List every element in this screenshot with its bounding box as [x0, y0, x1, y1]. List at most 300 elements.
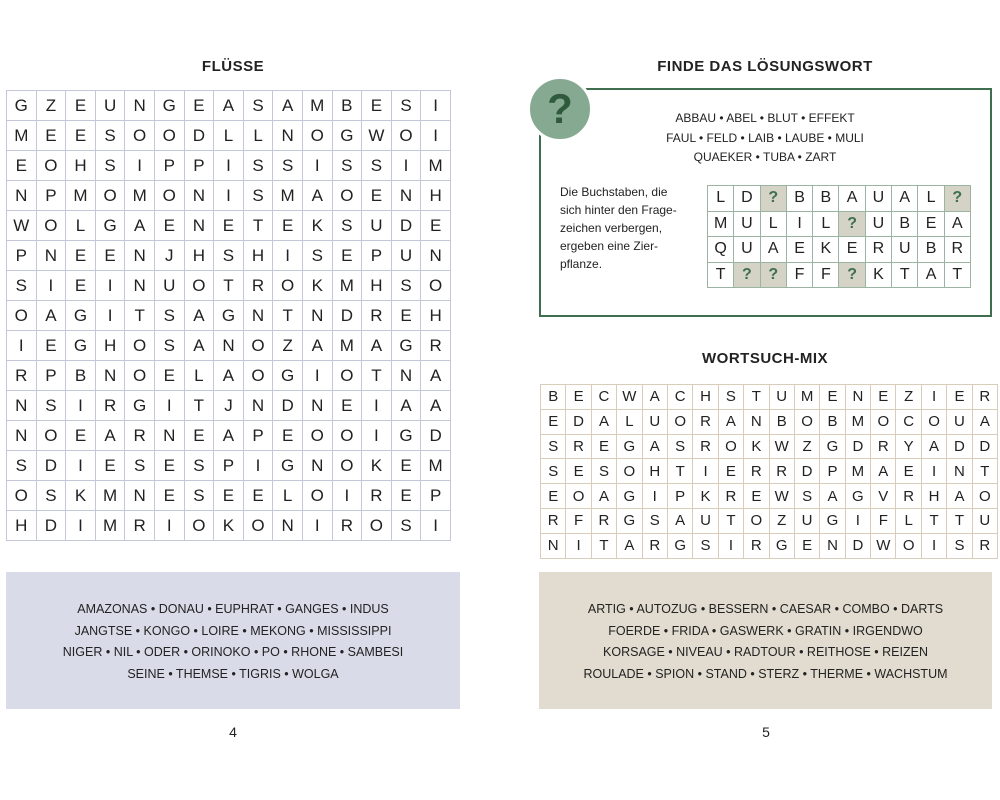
hidden-letter-cell: ? [839, 262, 865, 288]
grid-cell: I [154, 511, 184, 541]
grid-cell: R [693, 434, 718, 459]
grid-cell: R [865, 237, 891, 263]
grid-row [7, 271, 451, 301]
grid-cell: N [391, 181, 421, 211]
word-list-line: AMAZONAS • DONAU • EUPHRAT • GANGES • INDUS [77, 602, 389, 616]
grid-cell: R [566, 434, 591, 459]
grid-cell: F [786, 262, 812, 288]
right-page [500, 0, 1000, 800]
word-list-line: FOERDE • FRIDA • GASWERK • GRATIN • IRGENDWO [608, 623, 923, 638]
grid-cell: O [36, 211, 66, 241]
grid-cell: L [617, 409, 642, 434]
instruction-line: Die Buchstaben, die [560, 185, 668, 199]
grid-cell: O [794, 409, 819, 434]
grid-cell: E [839, 237, 865, 263]
grid-cell: E [7, 151, 37, 181]
grid-cell: Z [273, 331, 303, 361]
grid-cell: U [362, 211, 392, 241]
grid-cell: U [947, 409, 972, 434]
grid-cell: T [972, 459, 997, 484]
grid-row [7, 361, 451, 391]
grid-row [541, 459, 998, 484]
word-list-line: KORSAGE • NIVEAU • RADTOUR • REITHOSE • REIZEN [603, 645, 928, 659]
grid-cell: N [7, 181, 37, 211]
grid-cell: O [718, 434, 743, 459]
grid-cell: S [214, 241, 244, 271]
grid-cell: N [125, 271, 155, 301]
grid-cell: H [95, 331, 125, 361]
grid-cell: B [820, 409, 845, 434]
grid-row [708, 186, 971, 212]
grid-row [541, 508, 998, 533]
grid-cell: I [302, 361, 332, 391]
grid-cell: R [744, 533, 769, 558]
grid-cell: A [214, 91, 244, 121]
grid-cell: B [66, 361, 96, 391]
grid-cell: E [794, 533, 819, 558]
grid-cell: A [921, 434, 946, 459]
word-list-line: SEINE • THEMSE • TIGRIS • WOLGA [127, 666, 339, 681]
grid-cell: H [66, 151, 96, 181]
grid-cell: K [302, 271, 332, 301]
grid-cell: S [362, 151, 392, 181]
grid-row [7, 301, 451, 331]
grid-cell: H [184, 241, 214, 271]
grid-row [7, 331, 451, 361]
grid-cell: I [7, 331, 37, 361]
grid-cell: I [36, 271, 66, 301]
grid-cell: O [302, 121, 332, 151]
grid-cell: P [154, 151, 184, 181]
grid-cell: V [871, 484, 896, 509]
grid-cell: M [845, 459, 870, 484]
grid-cell: W [769, 434, 794, 459]
grid-cell: S [642, 508, 667, 533]
grid-cell: G [845, 484, 870, 509]
hidden-letter-cell: ? [944, 186, 970, 212]
grid-cell: S [332, 211, 362, 241]
grid-cell: A [892, 186, 918, 212]
grid-cell: G [214, 301, 244, 331]
grid-cell: G [820, 434, 845, 459]
grid-cell: G [66, 331, 96, 361]
grid-cell: P [820, 459, 845, 484]
grid-cell: A [302, 181, 332, 211]
grid-cell: G [7, 91, 37, 121]
grid-cell: O [391, 121, 421, 151]
grid-cell: S [243, 91, 273, 121]
grid-row [708, 211, 971, 237]
grid-cell: A [591, 409, 616, 434]
grid-cell: O [273, 271, 303, 301]
grid-cell: K [693, 484, 718, 509]
instruction-line: ergeben eine Zier- [560, 239, 659, 253]
grid-cell: E [273, 421, 303, 451]
solution-letter-grid [707, 185, 971, 288]
grid-cell: U [972, 508, 997, 533]
grid-cell: E [66, 241, 96, 271]
grid-cell: G [66, 301, 96, 331]
hidden-letter-cell: ? [760, 262, 786, 288]
grid-cell: G [273, 361, 303, 391]
grid-cell: E [332, 391, 362, 421]
grid-cell: T [125, 301, 155, 331]
grid-cell: I [421, 121, 451, 151]
grid-cell: S [154, 301, 184, 331]
grid-cell: A [184, 301, 214, 331]
grid-cell: H [421, 301, 451, 331]
grid-cell: R [362, 301, 392, 331]
grid-cell: E [214, 211, 244, 241]
grid-cell: E [95, 451, 125, 481]
grid-row [541, 385, 998, 410]
grid-cell: P [7, 241, 37, 271]
grid-cell: I [66, 391, 96, 421]
grid-cell: S [391, 91, 421, 121]
grid-cell: U [642, 409, 667, 434]
grid-cell: M [794, 385, 819, 410]
grid-cell: T [243, 211, 273, 241]
grid-cell: E [918, 211, 944, 237]
grid-cell: D [734, 186, 760, 212]
grid-row [7, 121, 451, 151]
solution-word-line: QUAEKER • TUBA • ZART [693, 150, 837, 164]
grid-cell: O [36, 421, 66, 451]
grid-cell: N [845, 385, 870, 410]
grid-cell: I [921, 533, 946, 558]
grid-cell: T [667, 459, 692, 484]
grid-cell: N [302, 391, 332, 421]
grid-cell: T [744, 385, 769, 410]
grid-cell: C [667, 385, 692, 410]
grid-cell: I [302, 151, 332, 181]
grid-cell: S [243, 181, 273, 211]
grid-cell: E [184, 91, 214, 121]
grid-cell: W [7, 211, 37, 241]
grid-cell: Y [896, 434, 921, 459]
grid-cell: U [391, 241, 421, 271]
grid-cell: N [7, 391, 37, 421]
grid-cell: M [66, 181, 96, 211]
grid-cell: E [362, 181, 392, 211]
grid-cell: C [591, 385, 616, 410]
grid-cell: N [125, 481, 155, 511]
grid-cell: R [591, 508, 616, 533]
grid-cell: P [421, 481, 451, 511]
grid-cell: E [154, 481, 184, 511]
grid-cell: A [972, 409, 997, 434]
instruction-line: pflanze. [560, 257, 603, 271]
grid-cell: H [921, 484, 946, 509]
solution-word-list [650, 109, 880, 168]
grid-cell: E [362, 91, 392, 121]
grid-cell: O [302, 481, 332, 511]
grid-cell: N [36, 241, 66, 271]
word-list-line: ARTIG • AUTOZUG • BESSERN • CAESAR • COMBO • DARTS [587, 602, 944, 616]
instruction-line: zeichen verbergen, [560, 221, 663, 235]
grid-cell: S [184, 481, 214, 511]
grid-cell: Q [708, 237, 734, 263]
solution-word-line: ABBAU • ABEL • BLUT • EFFEKT [675, 111, 855, 125]
grid-cell: D [332, 301, 362, 331]
grid-cell: U [95, 91, 125, 121]
grid-cell: D [947, 434, 972, 459]
grid-cell: T [362, 361, 392, 391]
grid-cell: N [154, 421, 184, 451]
grid-cell: L [214, 121, 244, 151]
grid-cell: S [693, 533, 718, 558]
grid-cell: E [566, 459, 591, 484]
grid-cell: A [273, 91, 303, 121]
grid-cell: O [36, 151, 66, 181]
grid-row [7, 451, 451, 481]
grid-cell: I [66, 451, 96, 481]
grid-cell: O [921, 409, 946, 434]
grid-cell: N [214, 331, 244, 361]
grid-cell: O [362, 511, 392, 541]
grid-cell: W [617, 385, 642, 410]
grid-cell: E [154, 361, 184, 391]
grid-cell: E [36, 121, 66, 151]
grid-cell: H [421, 181, 451, 211]
grid-cell: G [667, 533, 692, 558]
grid-cell: N [421, 241, 451, 271]
word-search-grid [6, 90, 451, 541]
grid-cell: R [744, 459, 769, 484]
grid-cell: E [566, 385, 591, 410]
grid-cell: S [391, 271, 421, 301]
grid-cell: L [813, 211, 839, 237]
grid-cell: I [95, 271, 125, 301]
grid-cell: O [896, 533, 921, 558]
grid-cell: E [36, 331, 66, 361]
grid-cell: I [921, 459, 946, 484]
grid-cell: G [820, 508, 845, 533]
grid-cell: I [921, 385, 946, 410]
grid-cell: D [184, 121, 214, 151]
grid-cell: R [541, 508, 566, 533]
grid-cell: N [302, 301, 332, 331]
grid-cell: S [7, 451, 37, 481]
grid-cell: R [972, 385, 997, 410]
grid-cell: M [273, 181, 303, 211]
grid-cell: L [760, 211, 786, 237]
grid-cell: N [302, 451, 332, 481]
grid-cell: G [617, 434, 642, 459]
grid-cell: A [125, 211, 155, 241]
grid-row [7, 241, 451, 271]
grid-cell: S [125, 451, 155, 481]
grid-cell: W [362, 121, 392, 151]
grid-cell: O [243, 361, 273, 391]
grid-cell: O [332, 421, 362, 451]
grid-cell: N [820, 533, 845, 558]
grid-cell: R [769, 459, 794, 484]
grid-cell: D [566, 409, 591, 434]
instruction-line: sich hinter den Frage- [560, 203, 677, 217]
grid-cell: O [302, 421, 332, 451]
grid-cell: E [66, 91, 96, 121]
grid-cell: O [125, 121, 155, 151]
grid-cell: G [273, 451, 303, 481]
grid-cell: S [332, 151, 362, 181]
grid-row [7, 511, 451, 541]
grid-cell: G [617, 484, 642, 509]
grid-cell: E [947, 385, 972, 410]
grid-cell: W [769, 484, 794, 509]
grid-cell: T [591, 533, 616, 558]
mix-word-list-box [539, 572, 992, 709]
grid-cell: I [125, 151, 155, 181]
grid-cell: O [125, 361, 155, 391]
grid-cell: M [708, 211, 734, 237]
grid-cell: E [744, 484, 769, 509]
grid-cell: T [947, 508, 972, 533]
grid-cell: A [184, 331, 214, 361]
grid-cell: D [36, 451, 66, 481]
grid-cell: O [667, 409, 692, 434]
grid-cell: I [566, 533, 591, 558]
grid-cell: G [332, 121, 362, 151]
grid-cell: Z [896, 385, 921, 410]
grid-cell: S [667, 434, 692, 459]
grid-cell: I [642, 484, 667, 509]
grid-cell: A [667, 508, 692, 533]
grid-cell: U [892, 237, 918, 263]
grid-cell: S [184, 451, 214, 481]
grid-cell: K [813, 237, 839, 263]
grid-cell: E [184, 421, 214, 451]
grid-cell: E [214, 481, 244, 511]
grid-cell: I [95, 301, 125, 331]
grid-cell: E [95, 241, 125, 271]
grid-cell: M [332, 331, 362, 361]
grid-cell: M [421, 151, 451, 181]
grid-cell: B [541, 385, 566, 410]
grid-cell: W [871, 533, 896, 558]
grid-cell: I [66, 511, 96, 541]
grid-cell: A [871, 459, 896, 484]
grid-cell: O [7, 301, 37, 331]
grid-cell: A [642, 434, 667, 459]
grid-cell: E [541, 409, 566, 434]
grid-cell: E [391, 301, 421, 331]
grid-cell: H [243, 241, 273, 271]
page-number: 4 [229, 724, 237, 740]
grid-cell: E [154, 451, 184, 481]
grid-cell: O [332, 361, 362, 391]
page-title: FLÜSSE [201, 58, 265, 75]
grid-cell: F [813, 262, 839, 288]
grid-cell: U [769, 385, 794, 410]
grid-cell: N [184, 211, 214, 241]
grid-cell: S [243, 151, 273, 181]
grid-cell: S [947, 533, 972, 558]
grid-cell: I [362, 421, 392, 451]
grid-cell: A [918, 262, 944, 288]
grid-cell: S [718, 385, 743, 410]
grid-cell: A [718, 409, 743, 434]
grid-cell: A [214, 361, 244, 391]
grid-cell: R [944, 237, 970, 263]
grid-cell: R [693, 409, 718, 434]
grid-cell: A [839, 186, 865, 212]
grid-cell: O [871, 409, 896, 434]
grid-cell: K [302, 211, 332, 241]
grid-cell: O [184, 271, 214, 301]
grid-cell: U [734, 211, 760, 237]
grid-cell: I [421, 91, 451, 121]
grid-cell: N [744, 409, 769, 434]
page-number: 5 [762, 724, 770, 740]
grid-cell: R [421, 331, 451, 361]
grid-cell: M [845, 409, 870, 434]
grid-cell: L [66, 211, 96, 241]
grid-cell: S [541, 459, 566, 484]
grid-cell: R [871, 434, 896, 459]
grid-cell: N [947, 459, 972, 484]
grid-cell: M [421, 451, 451, 481]
grid-cell: E [786, 237, 812, 263]
grid-cell: G [617, 508, 642, 533]
grid-cell: G [391, 421, 421, 451]
grid-cell: S [154, 331, 184, 361]
grid-cell: M [95, 511, 125, 541]
grid-cell: K [865, 262, 891, 288]
grid-cell: I [243, 451, 273, 481]
grid-cell: L [918, 186, 944, 212]
grid-cell: G [391, 331, 421, 361]
word-list-line: ROULADE • SPION • STAND • STERZ • THERME • WACHSTUM [583, 666, 948, 681]
grid-cell: F [871, 508, 896, 533]
grid-cell: K [214, 511, 244, 541]
grid-cell: M [302, 91, 332, 121]
grid-cell: S [95, 151, 125, 181]
grid-cell: I [273, 241, 303, 271]
solution-word-line: FAUL • FELD • LAIB • LAUBE • MULI [666, 130, 864, 145]
grid-cell: B [892, 211, 918, 237]
grid-cell: N [7, 421, 37, 451]
grid-cell: R [362, 481, 392, 511]
grid-cell: A [214, 421, 244, 451]
grid-cell: P [667, 484, 692, 509]
grid-cell: A [760, 237, 786, 263]
grid-row [7, 211, 451, 241]
hidden-letter-cell: ? [734, 262, 760, 288]
grid-row [7, 151, 451, 181]
grid-cell: S [36, 391, 66, 421]
grid-cell: U [734, 237, 760, 263]
grid-cell: D [794, 459, 819, 484]
grid-cell: O [617, 459, 642, 484]
grid-cell: J [214, 391, 244, 421]
grid-cell: A [944, 211, 970, 237]
grid-cell: T [273, 301, 303, 331]
grid-cell: N [125, 91, 155, 121]
grid-row [7, 391, 451, 421]
grid-cell: E [243, 481, 273, 511]
grid-cell: B [918, 237, 944, 263]
grid-cell: P [36, 181, 66, 211]
grid-cell: R [243, 271, 273, 301]
grid-cell: P [214, 451, 244, 481]
grid-cell: L [708, 186, 734, 212]
grid-cell: B [332, 91, 362, 121]
grid-cell: R [718, 484, 743, 509]
word-list-line: JANGTSE • KONGO • LOIRE • MEKONG • MISSISSIPPI [74, 623, 392, 638]
grid-cell: O [184, 511, 214, 541]
grid-cell: S [794, 484, 819, 509]
